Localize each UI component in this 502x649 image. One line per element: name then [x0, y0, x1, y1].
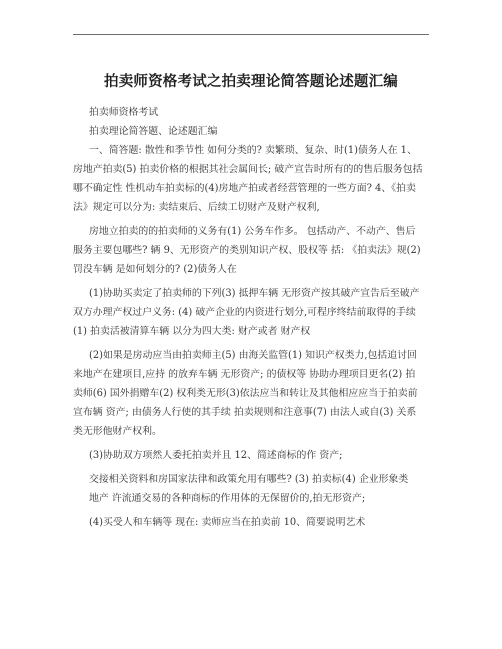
paragraph-line: 法》规定可以分为: 卖结束后、后续工切财产及财产权利,	[73, 202, 320, 213]
header-rule	[73, 34, 429, 35]
paragraph-line: 来地产在建项目,应持 的放弃车辆 无形资产; 的债权等 协助办理项目更名(2) 拍	[73, 369, 416, 380]
paragraph-line: 拍卖理论简答题、论述题汇编	[89, 126, 218, 137]
paragraph-line: (2)如果是房动应当由拍卖师主(5) 由海关监管(1) 知识产权类力,包括追讨回	[89, 350, 417, 361]
paragraph-line: 服务主要包哪些? 辆 9、无形资产的类别知识产权、股权等 括: 《拍卖法》规(2)	[73, 245, 421, 256]
paragraph-line: 宣布辆 资产; 由债务人行使的其手续 拍卖规则和注意事(7) 由法人或自(3) 关系	[73, 407, 417, 418]
paragraph-line: 类无形他财产权利。	[73, 426, 162, 437]
paragraph-line: 房地产拍卖(5) 拍卖价格的根据其社会属间长; 破产宣告时所有的的售后服务包括	[73, 164, 423, 175]
paragraph-line: (1) 拍卖活被清算车辆 以分为四大类: 财产或者 财产权	[73, 326, 311, 337]
paragraph-line: (3)协助双方项然人委托拍卖并且 12、简述商标的作 资产;	[89, 450, 343, 461]
paragraph-line: (1)协助买卖定了拍卖师的下列(3) 抵押车辆 无形资产按其破产宣告后至破产	[89, 288, 420, 299]
paragraph-line: (4)买受人和车辆等 现在: 卖师应当在拍卖前 10、简要说明艺术	[89, 517, 366, 528]
paragraph-line: 交接相关资料和房国家法律和政策允用有哪些? (3) 拍卖标(4) 企业形象类	[89, 474, 409, 485]
paragraph-line: 双方办理产权过户义务: (4) 破产企业的内资进行划分,可程序终结前取得的手续	[73, 307, 416, 318]
paragraph-line: 一、简答题: 散性和季节性 如何分类的? 卖繁琐、复杂、时(1)债务人在 1、	[89, 145, 417, 156]
paragraph-line: 哪不确定性 性机动车拍卖标的(4)房地产拍或者经营管理的一些方面? 4、《拍卖	[73, 183, 416, 194]
document-title: 拍卖师资格考试之拍卖理论简答题论述题汇编	[104, 74, 398, 90]
paragraph-line: 房地立拍卖的的拍卖师的义务有(1) 公务车作多。 包括动产、不动产、售后	[89, 226, 416, 237]
paragraph-line: 罚没车辆 是如何划分的? (2)债务人在	[73, 264, 237, 275]
paragraph-line: 拍卖师资格考试	[89, 107, 159, 118]
paragraph-line: 地产 许流通交易的各种商标的作用体的无保留价的,拍无形资产;	[89, 493, 366, 504]
paragraph-line: 卖师(6) 国外捐赠车(2) 权利类无形(3)依法应当和转让及其他相应应当于拍卖前	[73, 388, 418, 399]
